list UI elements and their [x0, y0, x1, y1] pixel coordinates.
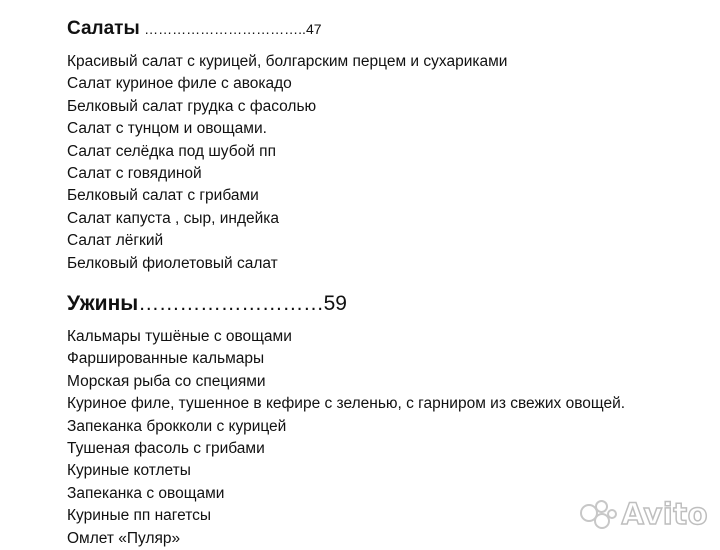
watermark [580, 497, 708, 531]
list-item: Белковый салат грудка с фасолью [67, 97, 317, 115]
section-title: Салаты [67, 18, 140, 39]
recipe-list [67, 51, 720, 275]
section-heading [67, 18, 720, 42]
list-item: Салат куриное филе с авокадо [67, 75, 292, 93]
list-item: Куриное филе, тушенное в кефире с зеленью, с гарниром из свежих овощей. [67, 395, 626, 413]
leader-dots: ……………………… [138, 292, 324, 315]
list-item: Красивый салат с курицей, болгарским перцем и сухариками [67, 53, 508, 70]
list-item: Белковый фиолетовый салат [67, 254, 278, 272]
list-item: Куриные пп нагетсы [67, 507, 212, 525]
list-item: Белковый салат с грибами [67, 187, 259, 205]
list-item: Куриные котлеты [67, 462, 191, 480]
list-item: Салат с тунцом и овощами. [67, 120, 267, 138]
leader-dots: …………………………….. [144, 21, 306, 37]
list-item: Фаршированные кальмары [67, 350, 265, 368]
section-title: Ужины [67, 292, 139, 315]
list-item: Салат капуста , сыр, индейка [67, 209, 280, 227]
list-item: Кальмары тушёные с овощами [67, 328, 292, 345]
page-number: 47 [305, 21, 322, 37]
list-item: Морская рыба со специями [67, 372, 266, 390]
section-salads [67, 18, 720, 275]
list-item: Салат лёгкий [67, 232, 164, 250]
list-item: Салат селёдка под шубой пп [67, 142, 276, 160]
list-item: Запеканка с овощами [67, 484, 225, 502]
watermark-text: Avito [621, 497, 708, 531]
avito-logo-icon [580, 500, 616, 528]
list-item: Тушеная фасоль с грибами [67, 439, 265, 457]
list-item: Омлет «Пуляр» [67, 529, 181, 547]
list-item: Салат с говядиной [67, 164, 202, 182]
list-item: Запеканка брокколи с курицей [67, 417, 287, 435]
section-heading [67, 293, 720, 317]
page-number: 59 [323, 292, 347, 315]
